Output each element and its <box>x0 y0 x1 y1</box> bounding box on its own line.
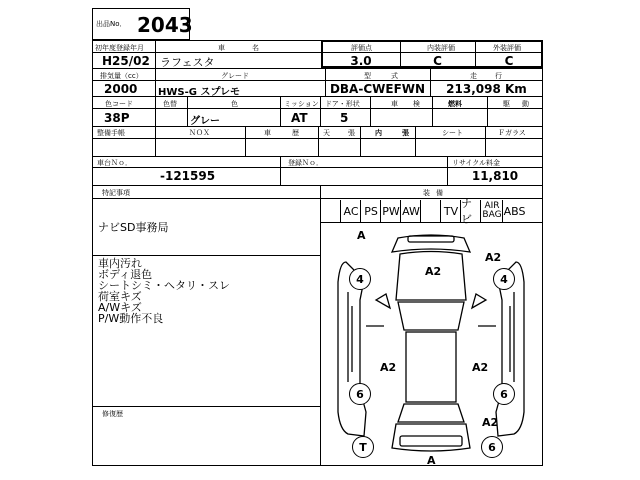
equipment-title-a: 装 <box>423 189 430 197</box>
right-front-wheel-mark: 4 <box>493 268 515 290</box>
damage-left-rear-door: A2 <box>380 361 397 374</box>
col-divider <box>155 96 156 126</box>
chassis-no-value: -121595 <box>160 169 216 183</box>
col-divider <box>432 96 433 126</box>
equipment-cell: AIR BAG <box>480 200 503 222</box>
displacement-label: 排気量（cc） <box>100 72 143 80</box>
damage-rear-bumper: A <box>427 454 436 467</box>
fuel-label: 燃料 <box>448 100 462 108</box>
recycle-fee-label: リサイクル料金 <box>452 159 501 167</box>
damage-right-rear-door: A2 <box>472 361 489 374</box>
seat-label: シート <box>442 129 463 137</box>
right-rear-wheel-mark: 6 <box>493 383 515 405</box>
exterior-score-value: C <box>504 54 514 68</box>
equipment-cell: ナビ <box>460 200 481 222</box>
damage-front: A <box>357 229 366 242</box>
car-name-label-a: 車 <box>218 44 225 52</box>
col-divider <box>155 40 156 68</box>
sunroof-label-b: 張 <box>348 129 355 137</box>
col-divider <box>415 126 416 156</box>
car-diagram <box>320 222 543 466</box>
interior-trim-label-b: 張 <box>402 129 409 137</box>
car-name-label-b: 名 <box>252 44 259 52</box>
interior-trim-label-a: 内 <box>375 129 382 137</box>
equipment-cell: PW <box>380 200 401 222</box>
mileage-value: 213,098 Km <box>446 82 527 96</box>
exterior-score-label: 外装評価 <box>493 44 521 52</box>
chassis-no-label: 車台Ｎｏ． <box>97 159 132 167</box>
col-divider <box>280 96 281 126</box>
registration-no-label: 登録Ｎｏ． <box>288 159 323 167</box>
left-front-wheel-mark: 4 <box>349 268 371 290</box>
damage-front-right-fender: A2 <box>485 251 502 264</box>
left-rear-wheel-mark: 6 <box>349 383 371 405</box>
col-divider <box>280 156 281 185</box>
remarks-line: ボディ退色 <box>98 268 153 281</box>
interior-score-value: C <box>433 54 442 68</box>
col-divider <box>187 96 188 126</box>
remarks-line: A/Wキズ <box>98 301 142 314</box>
remarks-navi: ナビSD事務局 <box>98 221 169 234</box>
mileage-label-b: 行 <box>495 72 502 80</box>
row-divider <box>92 156 543 157</box>
service-book-label: 整備手帳 <box>97 129 125 137</box>
history-label-a: 車 <box>264 129 271 137</box>
nox-label: ＮＯＸ <box>189 129 210 137</box>
col-divider <box>370 96 371 126</box>
door-count-value: 5 <box>340 111 349 125</box>
interior-score-label: 内装評価 <box>427 44 455 52</box>
col-divider <box>320 96 321 126</box>
col-divider <box>155 126 156 156</box>
model-label-a: 型 <box>364 72 371 80</box>
mission-label: ミッション <box>284 100 319 108</box>
inspection-label-b: 検 <box>413 100 420 108</box>
door-shape-label: ドア・形状 <box>325 100 360 108</box>
equipment-cell: TV <box>440 200 461 222</box>
damage-hood: A2 <box>425 265 442 278</box>
mileage-label-a: 走 <box>470 72 477 80</box>
mission-value: AT <box>291 111 308 125</box>
equipment-cell <box>420 200 441 222</box>
remarks-divider <box>92 255 320 256</box>
col-divider <box>487 96 488 126</box>
equipment-cell: AW <box>400 200 421 222</box>
remarks-line: シートシミ・ヘタリ・スレ <box>98 279 230 292</box>
repair-divider <box>92 406 320 407</box>
equipment-cell: AC <box>340 200 361 222</box>
grade-value: HWS-G スプレモ <box>158 87 241 98</box>
color-code-value: 38P <box>104 111 130 125</box>
equipment-cell: PS <box>360 200 381 222</box>
remarks-line: 車内汚れ <box>98 257 142 270</box>
left-tire-mark: T <box>352 436 374 458</box>
lot-number-box <box>92 8 193 40</box>
score-label: 評価点 <box>351 44 372 52</box>
model-label-b: 式 <box>391 72 398 80</box>
drive-label-a: 駆 <box>503 100 510 108</box>
sunroof-label-a: 天 <box>323 129 330 137</box>
equipment-cell: ABS <box>502 200 526 222</box>
inspection-label-a: 車 <box>391 100 398 108</box>
color-value: グレー <box>190 116 220 127</box>
col-divider <box>318 126 319 156</box>
car-name-value: ラフェスタ <box>160 56 215 69</box>
history-label-b: 歴 <box>292 129 299 137</box>
col-divider <box>360 126 361 156</box>
repair-history-label: 修復歴 <box>102 410 123 418</box>
color-change-label: 色替 <box>163 100 177 108</box>
first-reg-value: H25/02 <box>102 54 150 68</box>
remarks-title: 特記事項 <box>102 189 130 197</box>
score-value: 3.0 <box>350 54 372 68</box>
first-reg-label: 初年度登録年月 <box>95 44 144 52</box>
equipment-title-b: 備 <box>436 189 443 197</box>
recycle-fee-value: 11,810 <box>471 169 519 183</box>
front-glass-label: Ｆガラス <box>498 129 526 137</box>
color-label: 色 <box>231 100 238 108</box>
grade-label: グレード <box>221 72 249 80</box>
color-code-label: 色コード <box>105 100 133 108</box>
remarks-line: 荷室キズ <box>98 290 142 303</box>
model-value: DBA-CWEFWN <box>329 82 426 96</box>
lot-number: 2043 <box>137 13 193 37</box>
damage-rear-quarter: A2 <box>482 416 499 429</box>
lot-label: 出品No． <box>96 20 127 28</box>
col-divider <box>245 126 246 156</box>
drive-label-b: 動 <box>522 100 529 108</box>
displacement-value: 2000 <box>104 82 138 96</box>
remarks-line: P/W動作不良 <box>98 312 164 325</box>
right-tire-mark: 6 <box>481 436 503 458</box>
col-divider <box>485 126 486 156</box>
row-divider <box>92 185 543 186</box>
col-divider <box>155 68 156 96</box>
